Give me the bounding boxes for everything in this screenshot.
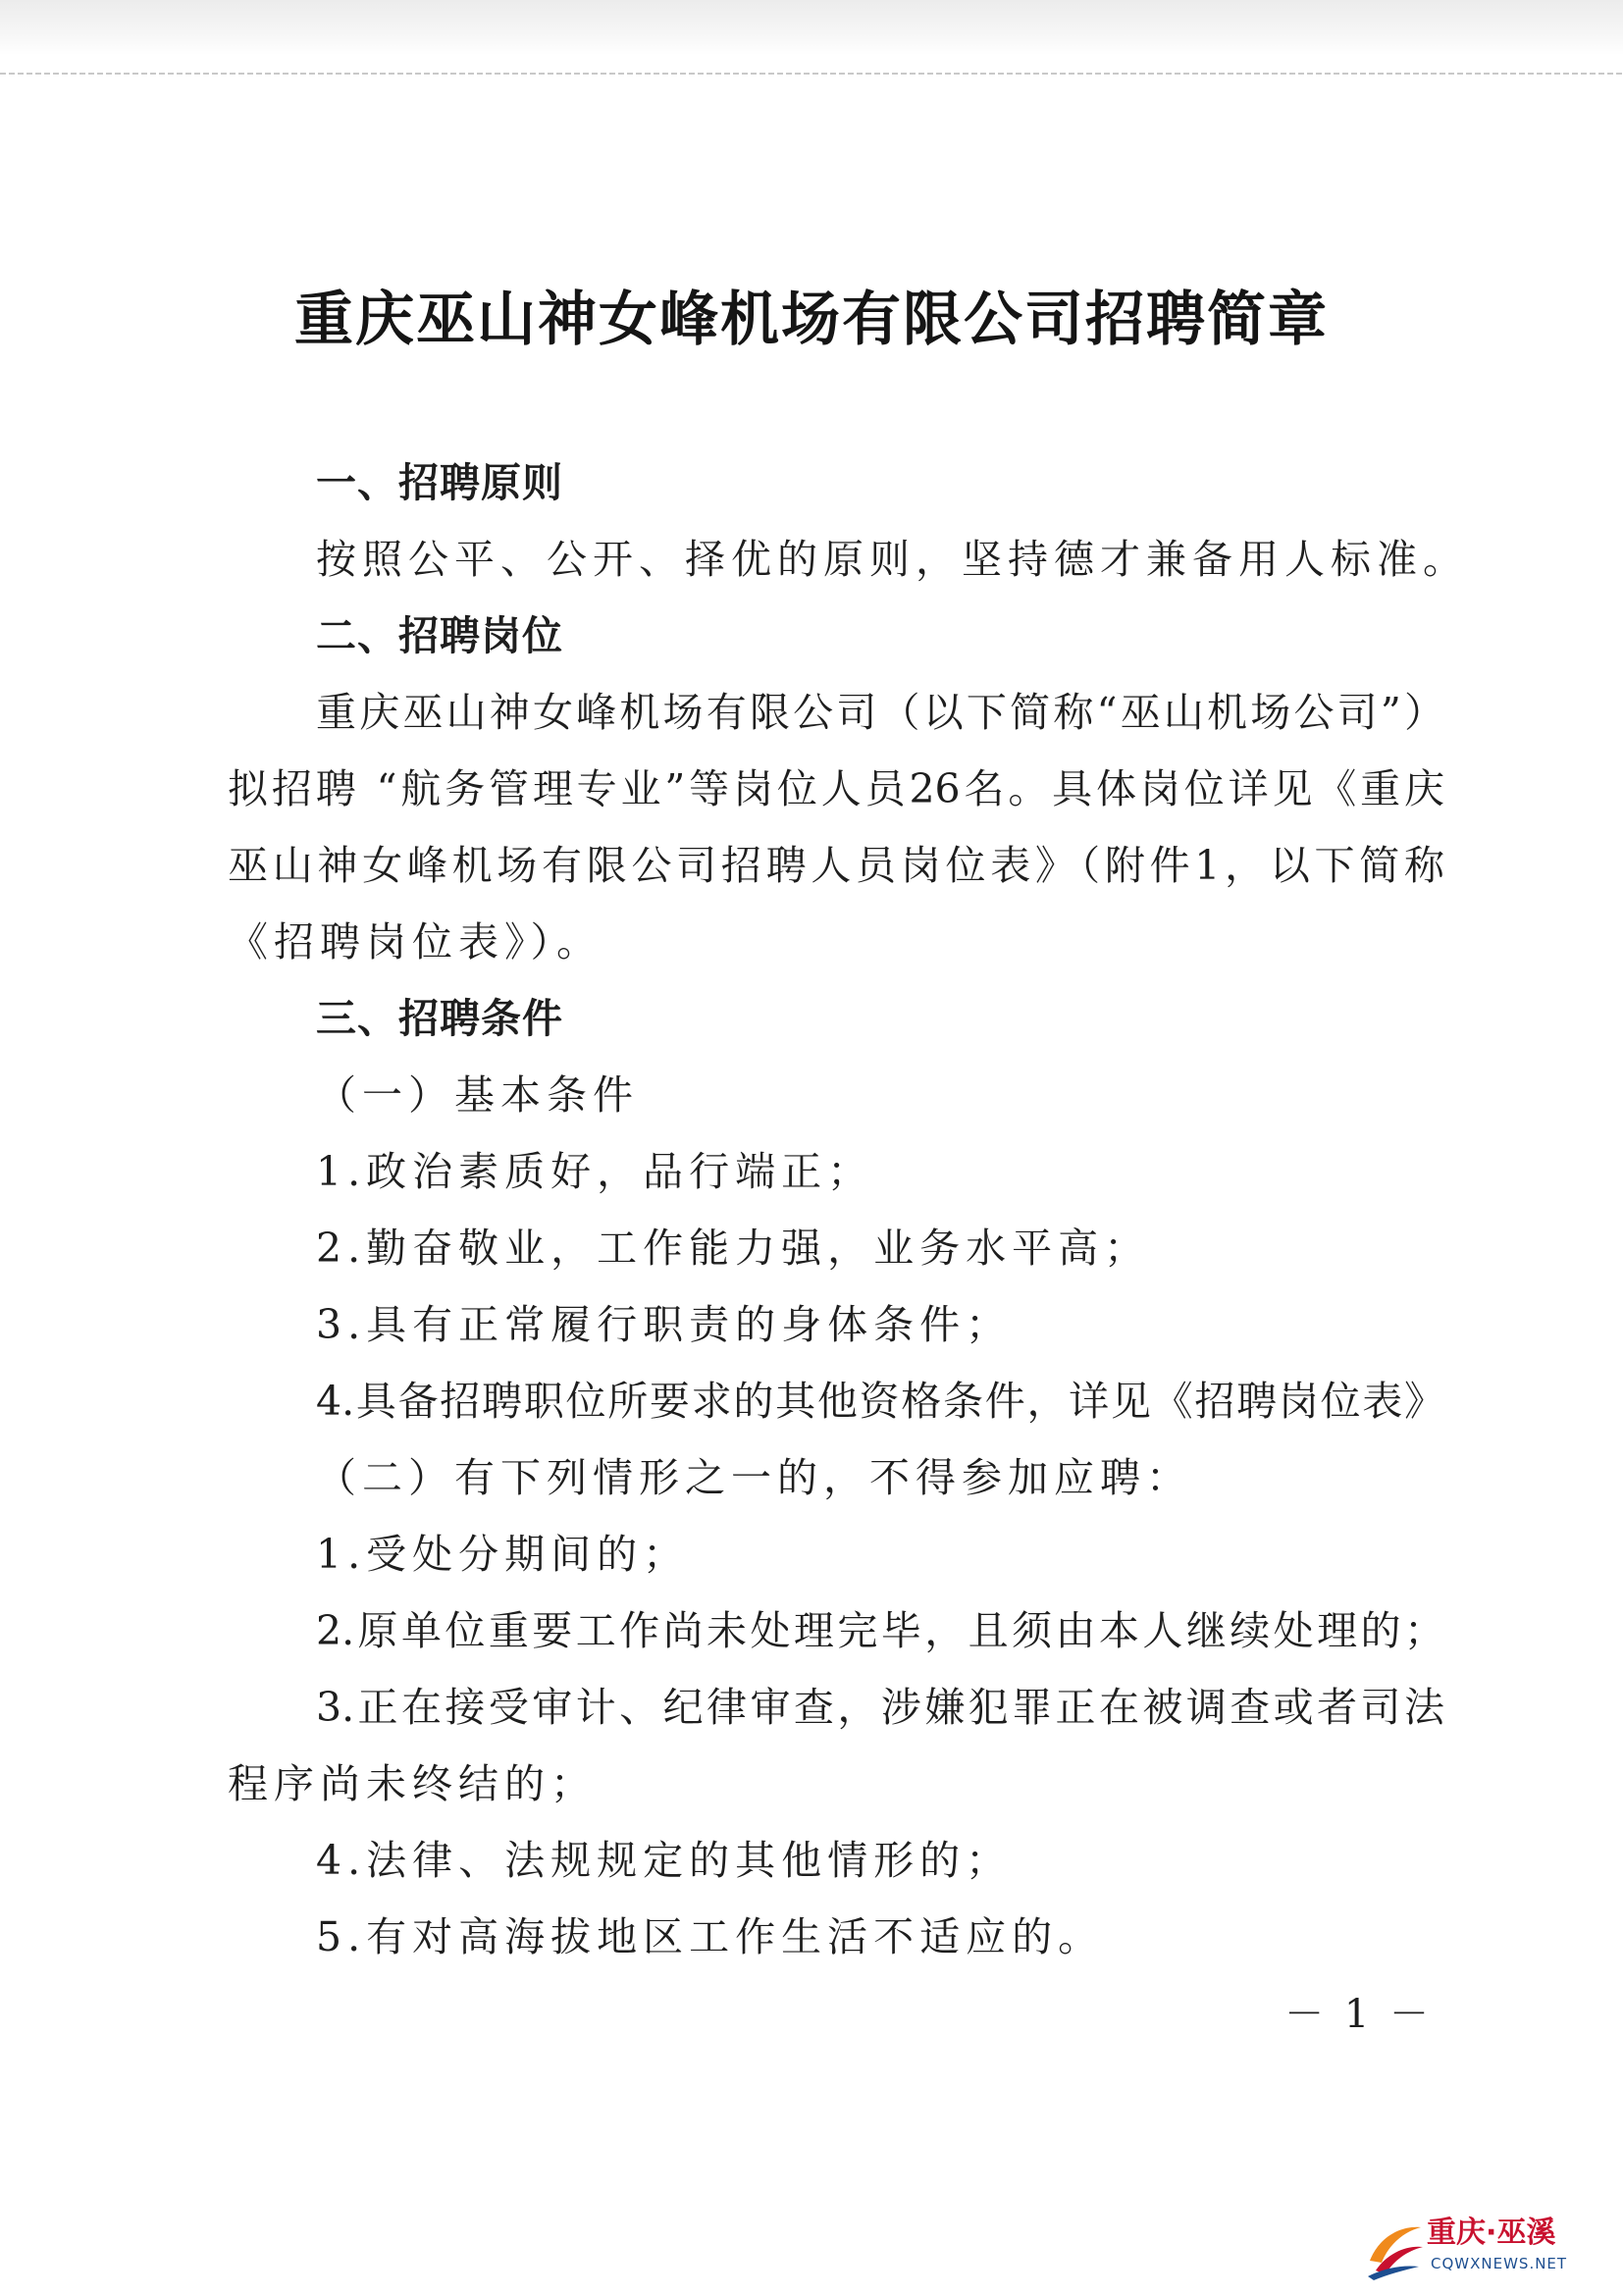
exclusion-item-2: 2.原单位重要工作尚未处理完毕，且须由本人继续处理的；: [316, 1607, 1444, 1654]
logo-url: CQWXNEWS.NET: [1431, 2255, 1568, 2272]
condition-item-4: 4.具备招聘职位所要求的其他资格条件，详见《招聘岗位表》: [316, 1378, 1444, 1425]
section-3-heading: 三、招聘条件: [316, 995, 563, 1042]
section-3-sub-1: （一）基本条件: [316, 1071, 639, 1119]
scan-top-edge: [0, 0, 1623, 88]
exclusion-item-3-line-1: 3.正在接受审计、纪律审查，涉嫌犯罪正在被调查或者司法: [316, 1684, 1444, 1731]
logo-text: 重庆·巫溪: [1427, 2216, 1556, 2250]
condition-item-3: 3.具有正常履行职责的身体条件；: [316, 1301, 1013, 1348]
exclusion-item-4: 4.法律、法规规定的其他情形的；: [316, 1837, 1013, 1884]
swoosh-logo-icon: [1366, 2218, 1425, 2280]
section-1-text: 按照公平、公开、择优的原则，坚持德才兼备用人标准。: [316, 536, 1469, 583]
exclusion-item-5: 5.有对高海拔地区工作生活不适应的。: [316, 1913, 1105, 1960]
section-2-line-2: 拟招聘 “航务管理专业”等岗位人员26名。具体岗位详见《重庆: [228, 765, 1444, 812]
condition-item-2: 2.勤奋敬业，工作能力强，业务水平高；: [316, 1225, 1151, 1272]
page-number: － 1 －: [1284, 1992, 1433, 2037]
section-2-heading: 二、招聘岗位: [316, 612, 563, 659]
section-1-heading: 一、招聘原则: [316, 459, 563, 506]
section-3-sub-2: （二）有下列情形之一的，不得参加应聘：: [316, 1454, 1192, 1501]
section-2-line-4: 《招聘岗位表》）。: [228, 918, 602, 965]
watermark-logo: [1366, 2214, 1613, 2290]
scan-dotted-line: [0, 73, 1623, 75]
exclusion-item-3-line-2: 程序尚未终结的；: [228, 1760, 597, 1807]
section-2-line-3: 巫山神女峰机场有限公司招聘人员岗位表》（附件1，以下简称: [228, 842, 1444, 889]
section-2-line-1: 重庆巫山神女峰机场有限公司（以下简称“巫山机场公司”）: [316, 689, 1444, 736]
document-title: 重庆巫山神女峰机场有限公司招聘简章: [294, 286, 1329, 354]
condition-item-1: 1.政治素质好，品行端正；: [316, 1148, 874, 1195]
scan-shadow: [0, 0, 1623, 55]
exclusion-item-1: 1.受处分期间的；: [316, 1531, 690, 1578]
